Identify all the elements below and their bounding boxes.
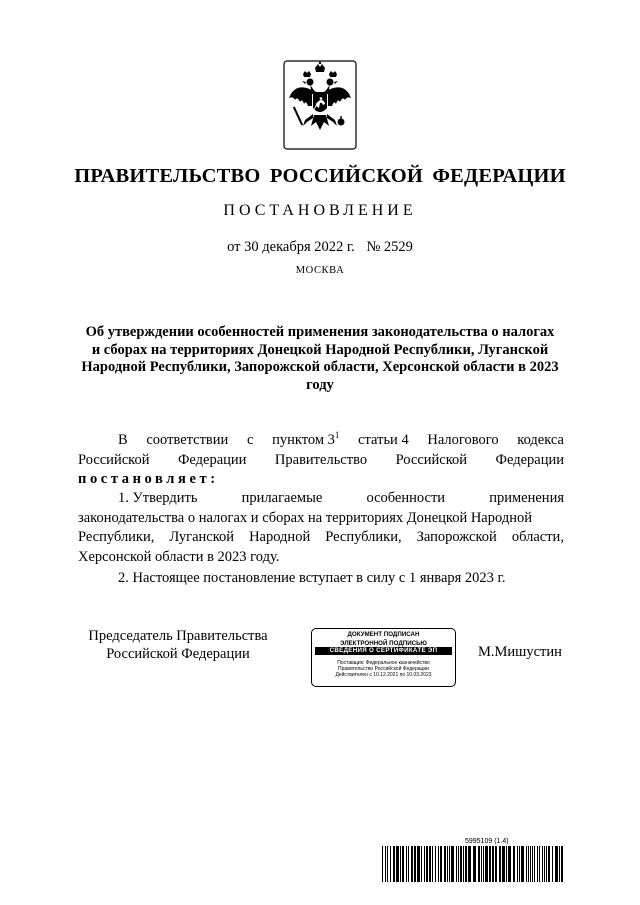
barcode-bar xyxy=(526,846,527,882)
barcode-bar xyxy=(402,846,404,882)
barcode-bar xyxy=(519,846,520,882)
barcode-bar xyxy=(414,846,416,882)
barcode-bar xyxy=(444,846,446,882)
barcode-bar xyxy=(544,846,545,882)
barcode-bar xyxy=(393,846,395,882)
barcode-bar xyxy=(542,846,543,882)
barcode-bar xyxy=(456,846,457,882)
barcode-bar xyxy=(532,846,533,882)
text-line: 2. Настоящее постановление вступает в силу с 1 января 2023 г. xyxy=(118,570,506,586)
barcode-bar xyxy=(473,846,476,882)
item-2-paragraph xyxy=(78,569,564,589)
barcode-bar xyxy=(499,846,501,882)
text-line: законодательства о налогах и сборах на территориях Донецкой Народной xyxy=(78,509,532,526)
barcode-bar xyxy=(528,846,529,882)
government-title: ПРАВИТЕЛЬСТВО РОССИЙСКОЙ ФЕДЕРАЦИИ xyxy=(74,165,566,187)
barcode-bar xyxy=(390,846,391,882)
document-title: Об утверждении особенностей применения законодательства о налогах и сборах на территориях Донецкой Народной Республики, Луганской Народной Республики, Запорожской области, Херсонской области в 2023 году xyxy=(81,324,559,393)
document-date: 30 декабря 2022 г. xyxy=(244,239,355,255)
barcode-bar xyxy=(387,846,388,882)
barcode-bar xyxy=(539,846,540,882)
barcode-bar xyxy=(417,846,420,882)
text-line: Херсонской области в 2023 году. xyxy=(78,548,280,565)
barcode-bar xyxy=(396,846,399,882)
electronic-signature-stamp: ДОКУМЕНТ ПОДПИСАН ЭЛЕКТРОННОЙ ПОДПИСЬЮ СВЕДЕНИЯ О СЕРТИФИКАТЕ ЭП Поставщик: Федеральное казначейство Правительство Российской Федерации Действителен с 10.12.2021 по 10.03.2023 xyxy=(311,628,456,687)
barcode-bar xyxy=(406,846,407,882)
barcode-bar xyxy=(438,846,439,882)
barcode-bar xyxy=(465,846,467,882)
signatory-position: Председатель Правительства Российской Федерации xyxy=(88,628,268,662)
barcode-bar xyxy=(492,846,494,882)
barcode-bar xyxy=(483,846,484,882)
barcode-bar xyxy=(546,846,547,882)
barcode-bar xyxy=(517,846,518,882)
signatory-name: М.Мишустин xyxy=(478,644,562,660)
barcode-bar xyxy=(481,846,482,882)
barcode-bar xyxy=(552,846,553,882)
decree-word: постановляет: xyxy=(78,471,219,487)
date-prefix: от xyxy=(227,239,241,255)
barcode-bar xyxy=(555,846,558,882)
barcode xyxy=(382,846,564,882)
barcode-bar xyxy=(468,846,471,882)
barcode-bar xyxy=(521,846,524,882)
coat-of-arms-emblem xyxy=(283,60,357,150)
document-number: 2529 xyxy=(383,239,413,255)
barcode-bar xyxy=(435,846,436,882)
barcode-bar xyxy=(458,846,459,882)
barcode-bar xyxy=(382,846,383,882)
text-line: В соответствии с пунктом $3^1$ статьи 4 Налогового кодекса xyxy=(118,430,564,448)
barcode-bar xyxy=(513,846,515,882)
barcode-bar xyxy=(440,846,442,882)
item-1-paragraph xyxy=(78,489,564,567)
date-number-line xyxy=(0,239,640,256)
barcode-bar xyxy=(478,846,480,882)
barcode-bar xyxy=(489,846,491,882)
barcode-bar xyxy=(530,846,531,882)
barcode-bar xyxy=(495,846,497,882)
text-line xyxy=(78,470,564,490)
barcode-bar xyxy=(451,846,454,882)
city: МОСКВА xyxy=(295,265,345,276)
barcode-bar xyxy=(421,846,422,882)
barcode-bar xyxy=(426,846,428,882)
barcode-bar xyxy=(429,846,431,882)
barcode-bar xyxy=(449,846,450,882)
barcode-bar xyxy=(385,846,386,882)
number-sign: № xyxy=(366,239,381,255)
barcode-bar xyxy=(561,846,563,882)
barcode-bar xyxy=(447,846,448,882)
barcode-bar xyxy=(411,846,413,882)
barcode-bar xyxy=(460,846,462,882)
barcode-bar xyxy=(463,846,464,882)
barcode-bar xyxy=(485,846,488,882)
barcode-bar xyxy=(534,846,535,882)
stamp-banner: СВЕДЕНИЯ О СЕРТИФИКАТЕ ЭП xyxy=(315,647,452,655)
barcode-bar xyxy=(408,846,409,882)
intro-paragraph xyxy=(78,431,564,490)
document-type: ПОСТАНОВЛЕНИЕ xyxy=(223,202,417,219)
barcode-bar xyxy=(537,846,538,882)
text-line: Российской Федерации Правительство Российской Федерации xyxy=(78,451,564,468)
barcode-bar xyxy=(502,846,505,882)
document-code: 5995109 (1.4) xyxy=(465,838,509,845)
barcode-bar xyxy=(400,846,401,882)
barcode-bar xyxy=(508,846,511,882)
barcode-bar xyxy=(432,846,433,882)
text-line: 1. Утвердить прилагаемые особенности применения xyxy=(118,490,564,506)
barcode-bar xyxy=(559,846,560,882)
barcode-bar xyxy=(506,846,507,882)
barcode-bar xyxy=(424,846,425,882)
barcode-bar xyxy=(548,846,550,882)
text-line: Республики, Луганской Народной Республики, Запорожской области, xyxy=(78,529,564,545)
